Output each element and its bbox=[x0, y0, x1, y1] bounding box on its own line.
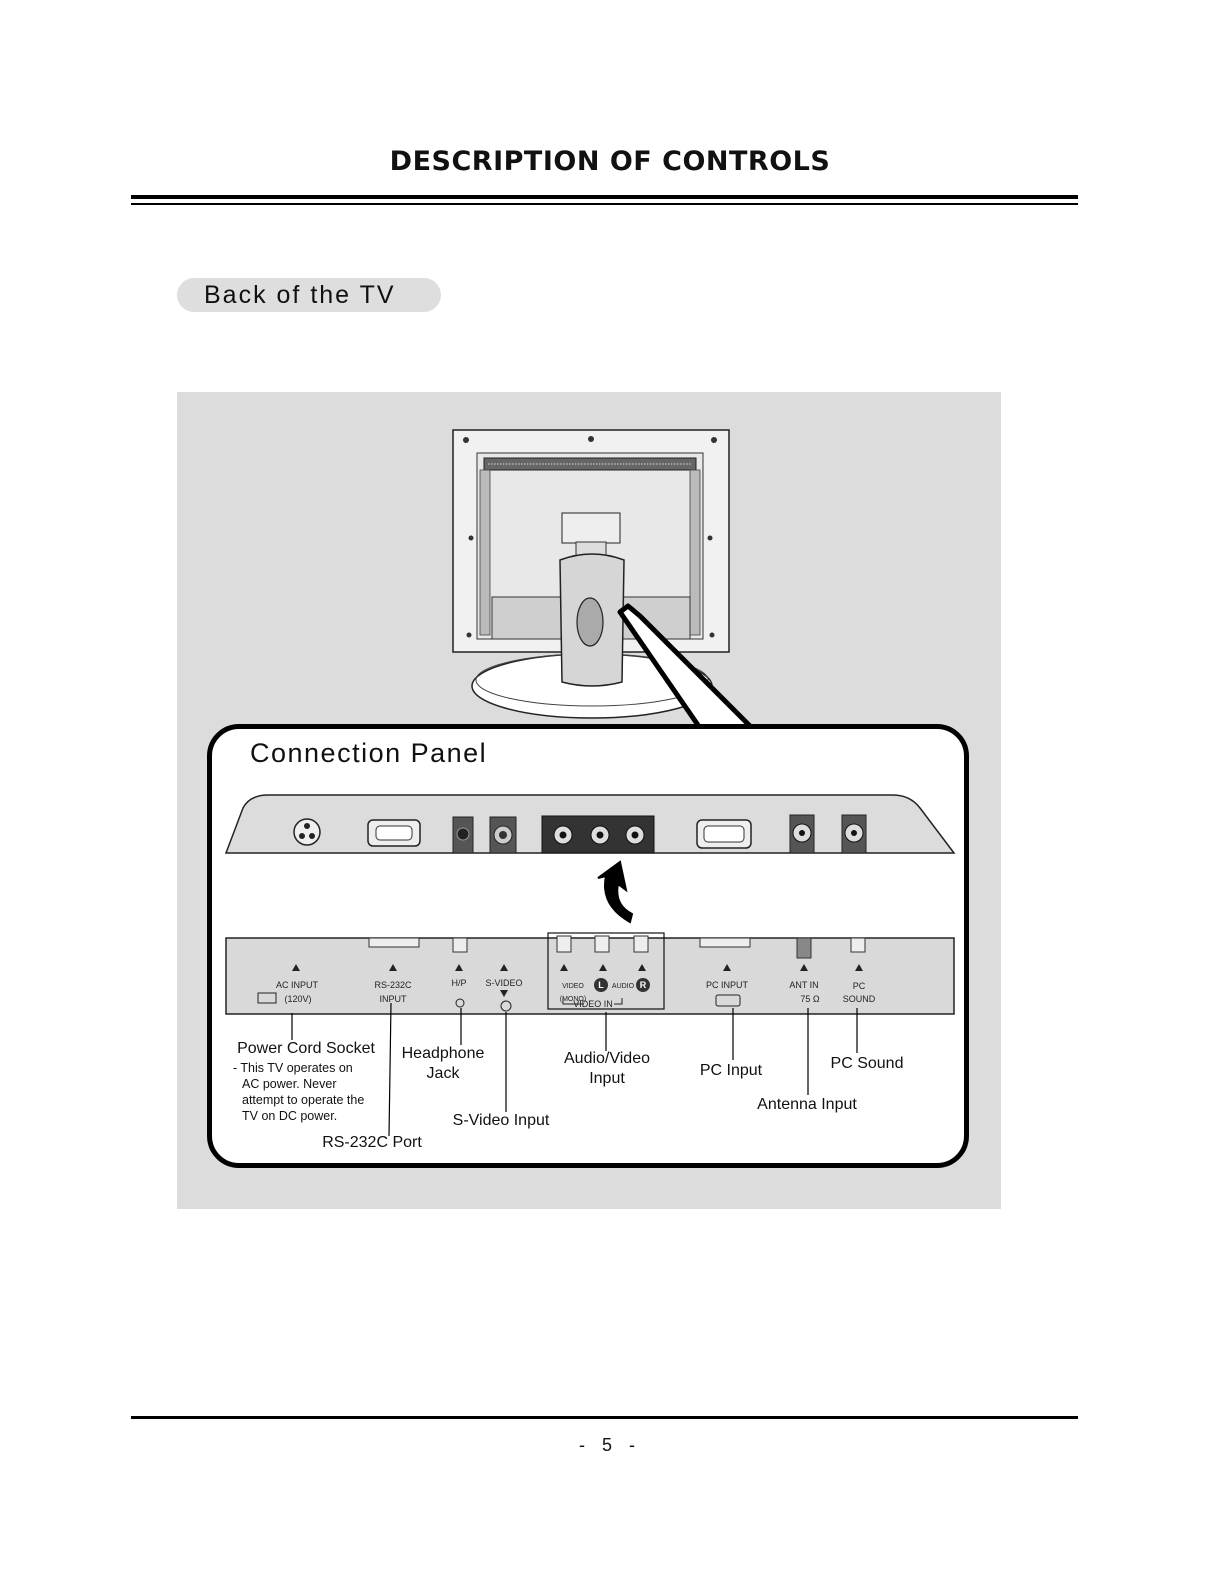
rs232c-port-label: RS-232C Port bbox=[322, 1134, 422, 1151]
antenna-input-label: Antenna Input bbox=[757, 1096, 857, 1113]
rs232c-input-label: INPUT bbox=[379, 994, 407, 1004]
audio-l-label: L bbox=[598, 980, 604, 990]
panel-title: Connection Panel bbox=[250, 738, 488, 768]
ac-input-label: AC INPUT bbox=[275, 980, 318, 990]
pc-input-label: PC Input bbox=[699, 1062, 763, 1079]
svideo-label: S-VIDEO bbox=[485, 978, 523, 988]
ant-in-label: ANT IN bbox=[789, 980, 819, 990]
sound-label: SOUND bbox=[842, 994, 876, 1004]
headphone-label-line1: Headphone bbox=[401, 1045, 485, 1062]
audio-label: AUDIO bbox=[611, 983, 635, 990]
pc-sound-label: PC Sound bbox=[830, 1055, 904, 1072]
ac-socket-icon bbox=[294, 819, 320, 845]
pc-input-connector-icon bbox=[697, 820, 751, 848]
page-title: DESCRIPTION OF CONTROLS bbox=[389, 146, 831, 177]
av-input-label-line1: Audio/Video bbox=[564, 1050, 650, 1067]
curved-arrow-icon bbox=[598, 862, 632, 922]
power-note-line4: TV on DC power. bbox=[242, 1109, 338, 1123]
rs232c-connector-icon bbox=[368, 820, 420, 846]
s-video-input-label: S-Video Input bbox=[452, 1112, 550, 1129]
headphone-jack-icon bbox=[453, 817, 473, 853]
pc-input-port-label: PC INPUT bbox=[705, 980, 748, 990]
power-note-line2: AC power. Never bbox=[242, 1077, 337, 1091]
hp-label: H/P bbox=[451, 978, 467, 988]
antenna-jack-icon bbox=[790, 815, 814, 853]
power-cord-socket-label: Power Cord Socket bbox=[237, 1040, 375, 1057]
ohm-label: 75 Ω bbox=[800, 994, 820, 1004]
footer-rule bbox=[131, 1416, 1078, 1419]
audio-r-label: R bbox=[639, 980, 647, 990]
av-jacks-icon bbox=[542, 816, 654, 853]
s-video-jack-icon bbox=[490, 817, 516, 853]
ac-volt-label: (120V) bbox=[284, 994, 312, 1004]
video-mono-label: VIDEO (MONO) bbox=[559, 983, 587, 1003]
page-number: - 5 - bbox=[578, 1435, 641, 1455]
pc-sound-jack-icon bbox=[842, 815, 866, 853]
av-input-label-line2: Input bbox=[589, 1070, 625, 1087]
rs232c-label: RS-232C bbox=[374, 980, 412, 990]
pc-label: PC bbox=[852, 981, 866, 991]
power-note-line1: - This TV operates on bbox=[233, 1061, 353, 1075]
video-in-label: VIDEO IN bbox=[573, 999, 613, 1009]
section-label: Back of the TV bbox=[177, 278, 441, 312]
headphone-label-line2: Jack bbox=[426, 1065, 460, 1082]
power-note-line3: attempt to operate the bbox=[242, 1093, 365, 1107]
